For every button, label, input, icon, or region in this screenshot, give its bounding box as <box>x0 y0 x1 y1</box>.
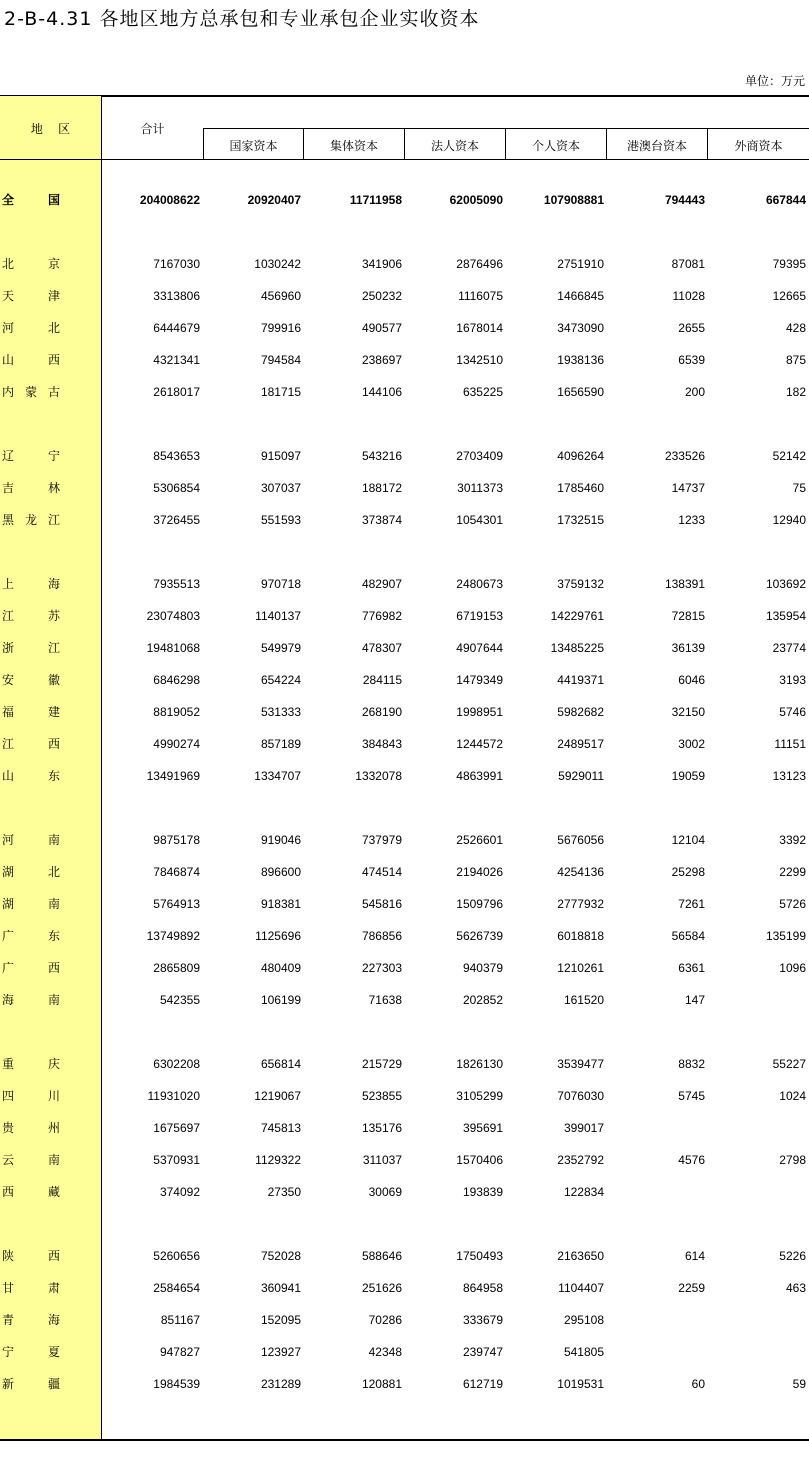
value-cell: 3313806 <box>153 289 200 303</box>
table-row <box>0 575 809 593</box>
value-cell: 161520 <box>563 993 604 1007</box>
table-row <box>0 479 809 497</box>
value-cell: 55227 <box>772 1057 806 1071</box>
value-cell: 799916 <box>260 321 301 335</box>
value-cell: 480409 <box>260 961 301 975</box>
table-row <box>0 671 809 689</box>
value-cell: 36139 <box>671 641 705 655</box>
value-cell: 11151 <box>774 737 806 751</box>
value-cell: 5226 <box>779 1249 806 1263</box>
region-name: 陕 西 <box>2 1249 60 1263</box>
value-cell: 1984539 <box>153 1377 200 1391</box>
table-row <box>0 383 809 401</box>
value-cell: 1938136 <box>557 353 604 367</box>
region-name: 天 津 <box>2 289 60 303</box>
value-cell: 1096 <box>779 961 806 975</box>
region-name: 黑 龙 江 <box>2 513 60 527</box>
value-cell: 200 <box>684 385 705 399</box>
value-cell: 6046 <box>678 673 705 687</box>
value-cell: 7076030 <box>557 1089 604 1103</box>
table-row <box>0 863 809 881</box>
value-cell: 75 <box>792 481 806 495</box>
value-cell: 204008622 <box>139 193 200 207</box>
table-row <box>0 287 809 305</box>
value-cell: 373874 <box>361 513 402 527</box>
value-cell: 11931020 <box>147 1089 200 1103</box>
value-cell: 19481068 <box>146 641 200 655</box>
value-cell: 2777932 <box>557 897 604 911</box>
header-individual-capital: 个人资本 <box>531 139 580 153</box>
value-cell: 144106 <box>361 385 402 399</box>
value-cell: 295108 <box>563 1313 604 1327</box>
value-cell: 6302208 <box>153 1057 200 1071</box>
value-cell: 8819052 <box>153 705 200 719</box>
value-cell: 1019531 <box>557 1377 604 1391</box>
value-cell: 1826130 <box>456 1057 503 1071</box>
table-row <box>0 511 809 529</box>
table-row <box>0 255 809 273</box>
value-cell: 7846874 <box>153 865 200 879</box>
value-cell: 1479349 <box>456 673 503 687</box>
value-cell: 4576 <box>678 1153 705 1167</box>
table-row <box>0 1311 809 1329</box>
value-cell: 919046 <box>260 833 301 847</box>
value-cell: 940379 <box>462 961 503 975</box>
value-cell: 374092 <box>159 1185 200 1199</box>
value-cell: 5676056 <box>557 833 604 847</box>
value-cell: 8543653 <box>153 449 200 463</box>
value-cell: 2876496 <box>456 257 503 271</box>
region-name: 新 疆 <box>2 1377 60 1391</box>
region-name: 河 北 <box>2 321 60 335</box>
region-name: 山 西 <box>2 353 60 367</box>
value-cell: 311037 <box>362 1153 402 1167</box>
value-cell: 776982 <box>361 609 402 623</box>
table-bottom-rule <box>0 1439 809 1441</box>
value-cell: 2618017 <box>153 385 200 399</box>
value-cell: 1116075 <box>458 289 503 303</box>
value-cell: 23074803 <box>146 609 200 623</box>
table-row <box>0 639 809 657</box>
value-cell: 147 <box>684 993 705 1007</box>
value-cell: 9875178 <box>153 833 200 847</box>
value-cell: 5982682 <box>557 705 604 719</box>
value-cell: 250232 <box>361 289 402 303</box>
value-cell: 1785460 <box>557 481 604 495</box>
value-cell: 463 <box>785 1281 806 1295</box>
value-cell: 6444679 <box>153 321 200 335</box>
region-name: 湖 南 <box>2 897 60 911</box>
value-cell: 1732515 <box>557 513 604 527</box>
value-cell: 395691 <box>462 1121 503 1135</box>
value-cell: 3473090 <box>557 321 604 335</box>
table-row <box>0 351 809 369</box>
total-row <box>0 191 809 209</box>
region-name: 甘 肃 <box>2 1281 60 1295</box>
value-cell: 2480673 <box>456 577 503 591</box>
value-cell: 70286 <box>368 1313 402 1327</box>
value-cell: 2655 <box>678 321 705 335</box>
value-cell: 1750493 <box>456 1249 503 1263</box>
table-top-rule <box>0 95 809 97</box>
region-name: 湖 北 <box>2 865 60 879</box>
value-cell: 875 <box>785 353 806 367</box>
value-cell: 238697 <box>361 353 402 367</box>
value-cell: 5929011 <box>558 769 604 783</box>
value-cell: 4907644 <box>456 641 503 655</box>
value-cell: 588646 <box>361 1249 402 1263</box>
value-cell: 182 <box>785 385 806 399</box>
value-cell: 284115 <box>362 673 402 687</box>
value-cell: 71638 <box>368 993 402 1007</box>
table-row <box>0 895 809 913</box>
table-row <box>0 1055 809 1073</box>
value-cell: 918381 <box>260 897 301 911</box>
value-cell: 1998951 <box>456 705 503 719</box>
value-cell: 103692 <box>765 577 806 591</box>
region-name: 海 南 <box>2 993 60 1007</box>
value-cell: 30069 <box>368 1185 402 1199</box>
value-cell: 635225 <box>462 385 503 399</box>
value-cell: 857189 <box>260 737 301 751</box>
value-cell: 72815 <box>671 609 705 623</box>
table-row <box>0 319 809 337</box>
region-name: 贵 州 <box>2 1121 60 1135</box>
value-cell: 5370931 <box>153 1153 200 1167</box>
value-cell: 268190 <box>361 705 402 719</box>
value-cell: 106199 <box>260 993 301 1007</box>
header-total: 合计 <box>140 122 165 136</box>
table-row <box>0 1375 809 1393</box>
header-region: 地 区 <box>30 122 71 136</box>
value-cell: 13749892 <box>146 929 200 943</box>
value-cell: 79395 <box>772 257 806 271</box>
value-cell: 2352792 <box>557 1153 604 1167</box>
value-cell: 851167 <box>160 1313 200 1327</box>
value-cell: 1104407 <box>558 1281 604 1295</box>
value-cell: 4419371 <box>557 673 604 687</box>
value-cell: 614 <box>684 1249 705 1263</box>
value-cell: 2259 <box>678 1281 705 1295</box>
value-cell: 3726455 <box>153 513 200 527</box>
value-cell: 612719 <box>462 1377 503 1391</box>
table-row <box>0 1279 809 1297</box>
table-row <box>0 1151 809 1169</box>
region-name: 北 京 <box>2 257 60 271</box>
value-cell: 6361 <box>678 961 705 975</box>
value-cell: 6846298 <box>153 673 200 687</box>
value-cell: 215729 <box>361 1057 402 1071</box>
value-cell: 531333 <box>260 705 301 719</box>
region-name: 全 国 <box>2 193 60 207</box>
header-divider <box>203 128 809 129</box>
value-cell: 549979 <box>260 641 301 655</box>
value-cell: 1675697 <box>153 1121 200 1135</box>
value-cell: 541805 <box>563 1345 604 1359</box>
value-cell: 135176 <box>361 1121 402 1135</box>
value-cell: 1219067 <box>254 1089 301 1103</box>
value-cell: 123927 <box>260 1345 301 1359</box>
value-cell: 2299 <box>779 865 806 879</box>
value-cell: 341906 <box>361 257 402 271</box>
region-name: 安 徽 <box>2 673 60 687</box>
value-cell: 1678014 <box>456 321 503 335</box>
value-cell: 752028 <box>260 1249 301 1263</box>
value-cell: 87081 <box>671 257 705 271</box>
region-name: 四 川 <box>2 1089 60 1103</box>
region-name: 上 海 <box>2 577 60 591</box>
value-cell: 23774 <box>772 641 806 655</box>
value-cell: 1054301 <box>456 513 503 527</box>
value-cell: 794584 <box>260 353 301 367</box>
value-cell: 13491969 <box>146 769 200 783</box>
value-cell: 333679 <box>462 1313 503 1327</box>
value-cell: 14229761 <box>550 609 604 623</box>
value-cell: 1656590 <box>557 385 604 399</box>
value-cell: 1244572 <box>456 737 503 751</box>
table-row <box>0 607 809 625</box>
table-row <box>0 959 809 977</box>
value-cell: 3002 <box>678 737 705 751</box>
header-collective-capital: 集体资本 <box>329 139 378 153</box>
value-cell: 5745 <box>678 1089 705 1103</box>
table-row <box>0 927 809 945</box>
value-cell: 1125696 <box>255 929 301 943</box>
value-cell: 1210261 <box>557 961 604 975</box>
value-cell: 6018818 <box>557 929 604 943</box>
value-cell: 543216 <box>361 449 402 463</box>
value-cell: 6719153 <box>456 609 503 623</box>
value-cell: 14737 <box>671 481 705 495</box>
value-cell: 12104 <box>671 833 705 847</box>
value-cell: 12940 <box>772 513 806 527</box>
value-cell: 181715 <box>260 385 301 399</box>
value-cell: 915097 <box>260 449 301 463</box>
region-name: 青 海 <box>2 1313 60 1327</box>
value-cell: 737979 <box>361 833 402 847</box>
header-hk-macao-taiwan-capital: 港澳台资本 <box>626 139 687 153</box>
value-cell: 6539 <box>678 353 705 367</box>
value-cell: 2703409 <box>456 449 503 463</box>
value-cell: 1509796 <box>456 897 503 911</box>
region-name: 吉 林 <box>2 481 60 495</box>
table-row <box>0 991 809 1009</box>
region-name: 重 庆 <box>2 1057 60 1071</box>
value-cell: 1129322 <box>255 1153 301 1167</box>
value-cell: 794443 <box>664 193 705 207</box>
value-cell: 62005090 <box>449 193 503 207</box>
value-cell: 523855 <box>361 1089 402 1103</box>
value-cell: 456960 <box>260 289 301 303</box>
table-row <box>0 447 809 465</box>
region-name: 江 西 <box>2 737 60 751</box>
value-cell: 138391 <box>664 577 705 591</box>
table-row <box>0 767 809 785</box>
value-cell: 52142 <box>772 449 806 463</box>
value-cell: 11711958 <box>349 193 402 207</box>
value-cell: 5626739 <box>456 929 503 943</box>
region-name: 辽 宁 <box>2 449 60 463</box>
value-cell: 107908881 <box>543 193 604 207</box>
table-row <box>0 1247 809 1265</box>
value-cell: 4096264 <box>557 449 604 463</box>
value-cell: 970718 <box>260 577 301 591</box>
region-name: 广 东 <box>2 929 60 943</box>
value-cell: 59 <box>792 1377 806 1391</box>
value-cell: 13485225 <box>550 641 604 655</box>
value-cell: 399017 <box>563 1121 604 1135</box>
value-cell: 545816 <box>361 897 402 911</box>
table-row <box>0 1343 809 1361</box>
table-title: 2-B-4.31 各地区地方总承包和专业承包企业实收资本 <box>4 8 480 30</box>
value-cell: 474514 <box>361 865 402 879</box>
value-cell: 2865809 <box>153 961 200 975</box>
value-cell: 2489517 <box>557 737 604 751</box>
value-cell: 239747 <box>462 1345 503 1359</box>
value-cell: 251626 <box>361 1281 402 1295</box>
value-cell: 11028 <box>672 289 705 303</box>
value-cell: 5306854 <box>153 481 200 495</box>
value-cell: 231289 <box>260 1377 301 1391</box>
value-cell: 384843 <box>361 737 402 751</box>
value-cell: 3193 <box>779 673 806 687</box>
value-cell: 202852 <box>462 993 503 1007</box>
table-row <box>0 1087 809 1105</box>
table-row <box>0 703 809 721</box>
table-row <box>0 735 809 753</box>
value-cell: 7935513 <box>153 577 200 591</box>
value-cell: 656814 <box>260 1057 301 1071</box>
value-cell: 3392 <box>779 833 806 847</box>
value-cell: 654224 <box>260 673 301 687</box>
region-name: 云 南 <box>2 1153 60 1167</box>
value-cell: 3759132 <box>557 577 604 591</box>
value-cell: 227303 <box>361 961 402 975</box>
value-cell: 2584654 <box>153 1281 200 1295</box>
region-name: 宁 夏 <box>2 1345 60 1359</box>
value-cell: 5260656 <box>153 1249 200 1263</box>
region-name: 山 东 <box>2 769 60 783</box>
value-cell: 5764913 <box>153 897 200 911</box>
value-cell: 7261 <box>678 897 705 911</box>
value-cell: 896600 <box>260 865 301 879</box>
value-cell: 786856 <box>361 929 402 943</box>
value-cell: 27350 <box>267 1185 301 1199</box>
value-cell: 4863991 <box>456 769 503 783</box>
region-name: 江 苏 <box>2 609 60 623</box>
value-cell: 490577 <box>361 321 402 335</box>
value-cell: 667844 <box>765 193 806 207</box>
region-name: 福 建 <box>2 705 60 719</box>
value-cell: 2751910 <box>557 257 604 271</box>
value-cell: 56584 <box>671 929 705 943</box>
value-cell: 307037 <box>260 481 301 495</box>
value-cell: 542355 <box>159 993 200 1007</box>
value-cell: 60 <box>691 1377 705 1391</box>
value-cell: 42348 <box>368 1345 402 1359</box>
header-state-capital: 国家资本 <box>229 139 278 153</box>
value-cell: 135954 <box>765 609 806 623</box>
value-cell: 2194026 <box>456 865 503 879</box>
value-cell: 32150 <box>671 705 705 719</box>
region-name: 广 西 <box>2 961 60 975</box>
region-name: 西 藏 <box>2 1185 60 1199</box>
value-cell: 745813 <box>260 1121 301 1135</box>
value-cell: 478307 <box>361 641 402 655</box>
region-name: 内 蒙 古 <box>2 385 60 399</box>
value-cell: 2163650 <box>557 1249 604 1263</box>
value-cell: 20920407 <box>247 193 301 207</box>
value-cell: 188172 <box>361 481 402 495</box>
value-cell: 482907 <box>361 577 402 591</box>
header-foreign-capital: 外商资本 <box>734 139 783 153</box>
value-cell: 428 <box>785 321 806 335</box>
value-cell: 1342510 <box>456 353 503 367</box>
value-cell: 152095 <box>260 1313 301 1327</box>
value-cell: 25298 <box>671 865 705 879</box>
value-cell: 233526 <box>664 449 705 463</box>
value-cell: 2798 <box>779 1153 806 1167</box>
table-row <box>0 1183 809 1201</box>
value-cell: 122834 <box>563 1185 604 1199</box>
value-cell: 1030242 <box>254 257 301 271</box>
value-cell: 1466845 <box>557 289 604 303</box>
value-cell: 1140137 <box>255 609 301 623</box>
value-cell: 5726 <box>779 897 806 911</box>
value-cell: 2526601 <box>456 833 503 847</box>
value-cell: 4321341 <box>153 353 200 367</box>
value-cell: 135199 <box>765 929 806 943</box>
region-name: 浙 江 <box>2 641 60 655</box>
value-cell: 13123 <box>772 769 806 783</box>
value-cell: 7167030 <box>153 257 200 271</box>
value-cell: 5746 <box>779 705 806 719</box>
value-cell: 864958 <box>462 1281 503 1295</box>
value-cell: 551593 <box>260 513 301 527</box>
header-legal-person-capital: 法人资本 <box>430 139 479 153</box>
value-cell: 4990274 <box>153 737 200 751</box>
value-cell: 8832 <box>678 1057 705 1071</box>
table-row <box>0 831 809 849</box>
table-row <box>0 1119 809 1137</box>
value-cell: 1570406 <box>456 1153 503 1167</box>
value-cell: 3011373 <box>457 481 503 495</box>
unit-label: 单位：万元 <box>744 74 805 88</box>
value-cell: 193839 <box>462 1185 503 1199</box>
value-cell: 1233 <box>678 513 705 527</box>
region-name: 河 南 <box>2 833 60 847</box>
value-cell: 120881 <box>361 1377 402 1391</box>
value-cell: 360941 <box>260 1281 301 1295</box>
value-cell: 19059 <box>671 769 705 783</box>
value-cell: 1332078 <box>355 769 402 783</box>
value-cell: 3105299 <box>456 1089 503 1103</box>
value-cell: 947827 <box>159 1345 200 1359</box>
value-cell: 12665 <box>772 289 806 303</box>
value-cell: 4254136 <box>557 865 604 879</box>
value-cell: 3539477 <box>557 1057 604 1071</box>
value-cell: 1334707 <box>254 769 301 783</box>
value-cell: 1024 <box>779 1089 806 1103</box>
